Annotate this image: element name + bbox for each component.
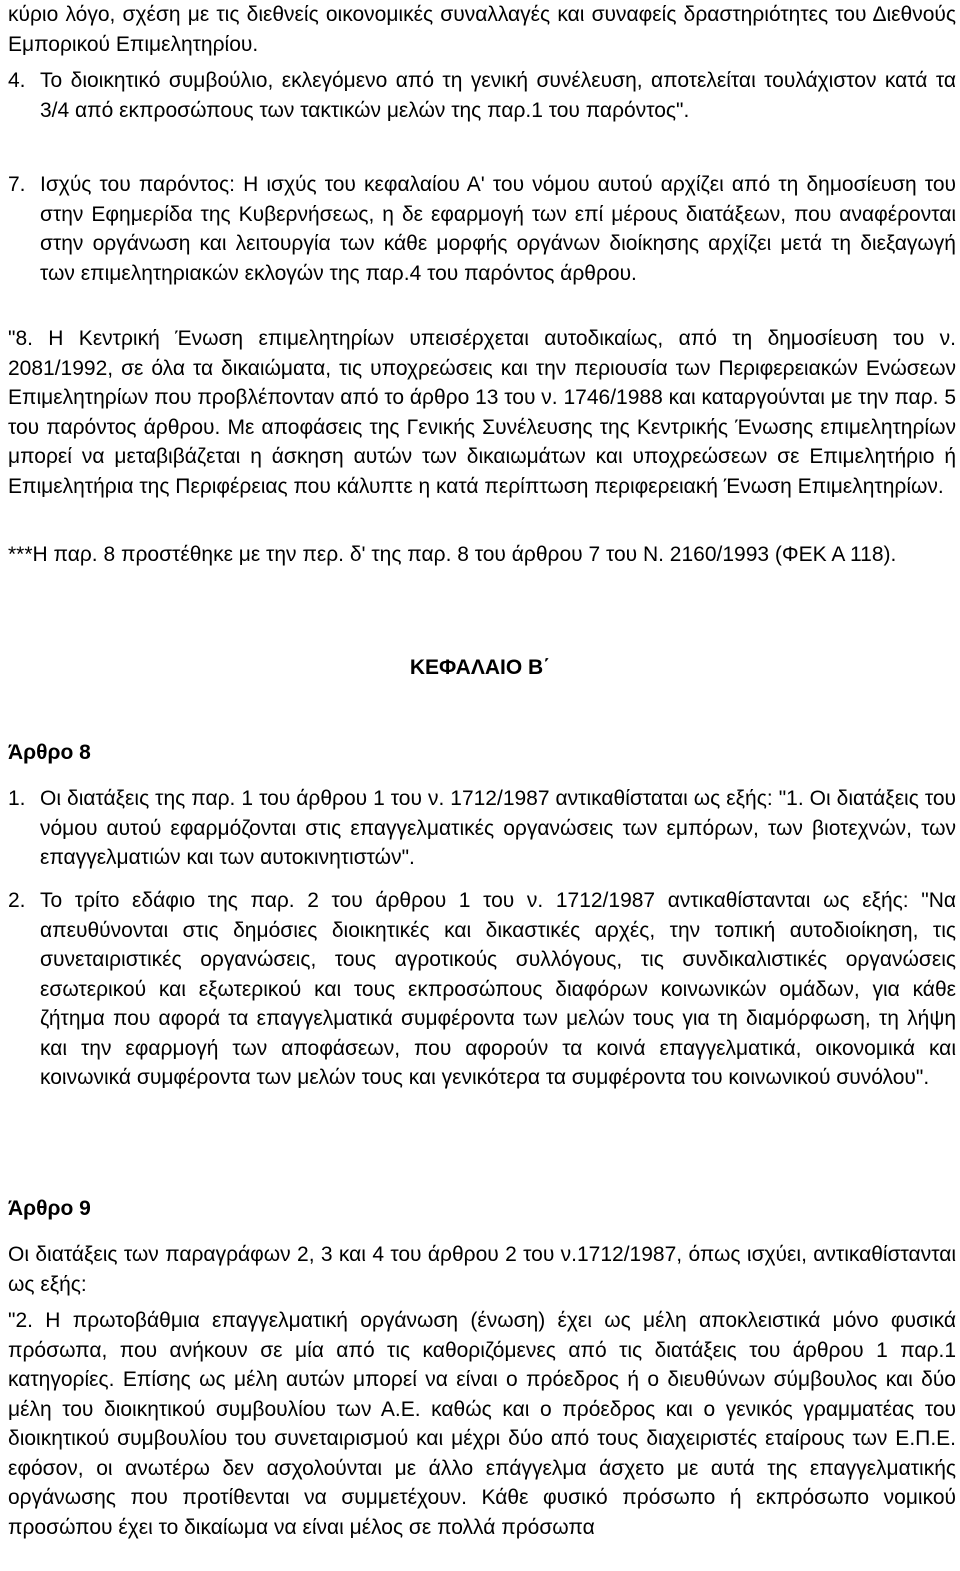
paragraph-text: Οι διατάξεις της παρ. 1 του άρθρου 1 του ν. 1712/1987 αντικαθίσταται ως εξής: "1. Οι διατάξεις του νόμου αυτού εφαρμόζονται στις επαγγελματικές οργανώσεις των εμπόρων, των βιοτεχνών, των επαγγελματιών και των αυτοκινητιστών". (40, 787, 956, 869)
paragraph-number: 7. (8, 173, 26, 196)
article-8-paragraph-2 (8, 886, 956, 1093)
paragraph-text: Το διοικητικό συμβούλιο, εκλεγόμενο από τη γενική συνέλευση, αποτελείται τουλάχιστον κατά τα 3/4 από εκπροσώπους των τακτικών μελών της παρ.1 του παρόντος". (40, 69, 956, 122)
article-8-heading: Άρθρο 8 (8, 741, 91, 764)
paragraph-text: Ισχύς του παρόντος: Η ισχύς του κεφαλαίου Α' του νόμου αυτού αρχίζει από τη δημοσίευση του στην Εφημερίδα της Κυβερνήσεως, η δε εφαρμογή των επί μέρους διατάξεων, που αναφέρονται στην οργάνωση και λειτουργία των κάθε μορφής οργάνων διοίκησης αρχίζει μετά τη διεξαγωγή των επιμελητηριακών εκλογών της παρ.4 του παρόντος άρθρου. (40, 173, 956, 285)
article-9-intro: Οι διατάξεις των παραγράφων 2, 3 και 4 του άρθρου 2 του ν.1712/1987, όπως ισχύει, αντικαθίστανται ως εξής: (8, 1243, 956, 1296)
paragraph-8: "8. Η Κεντρική Ένωση επιμελητηρίων υπεισέρχεται αυτοδικαίως, από τη δημοσίευση του ν. 2081/1992, σε όλα τα δικαιώματα, τις υποχρεώσεις και την περιουσία των Περιφερειακών Ενώσεων Επιμελητηρίων που προβλέπονταν από το άρθρο 13 του ν. 1746/1988 και καταργούνται με την παρ. 5 του παρόντος άρθρου. Με αποφάσεις της Γενικής Συνέλευσης της Κεντρικής Ένωσης επιμελητηρίων μπορεί να μεταβιβάζεται η άσκηση αυτών των δικαιωμάτων και υποχρεώσεων σε Επιμελητήριο ή Επιμελητήρια της Περιφέρειας που κάλυπτε η κατά περίπτωση περιφερειακή Ένωση Επιμελητηρίων. (8, 327, 956, 498)
paragraph-7 (8, 170, 956, 288)
paragraph-number: 1. (8, 787, 26, 810)
article-9-heading: Άρθρο 9 (8, 1197, 91, 1220)
paragraph-text: Το τρίτο εδάφιο της παρ. 2 του άρθρου 1 του ν. 1712/1987 αντικαθίστανται ως εξής: "Να απευθύνονται στις δημόσιες διοικητικές και δικαστικές αρχές, την τοπική αυτοδιοίκηση, τις συνεταιριστικές οργανώσεις, τους αγροτικούς συλλόγους, τις συνδικαλιστικές οργανώσεις εσωτερικού και εξωτερικού και τους εκπροσώπους διαφόρων κοινωνικών ομάδων, για κάθε ζήτημα που αφορά τα επαγγελματικά συμφέροντα των μελών τους για τη διαμόρφωση, τη λήψη και την εφαρμογή των αποφάσεων, που αφορούν τα κοινά επαγγελματικά, οικονομικά και κοινωνικά συμφέροντα των μελών τους και γενικότερα τα συμφέροντα του κοινωνικού συνόλου". (40, 889, 956, 1089)
paragraph-4 (8, 66, 956, 125)
article-8-paragraph-1 (8, 784, 956, 873)
paragraph-number: 2. (8, 889, 26, 912)
amendment-note: ***Η παρ. 8 προστέθηκε με την περ. δ' της παρ. 8 του άρθρου 7 του Ν. 2160/1993 (ΦΕΚ Α 118). (8, 543, 897, 566)
article-9-paragraph-2: "2. Η πρωτοβάθμια επαγγελματική οργάνωση (ένωση) έχει ως μέλη αποκλειστικά μόνο φυσικά πρόσωπα, που ανήκουν σε μία από τις καθοριζόμενες από τις διατάξεις του άρθρου 1 παρ.1 κατηγορίες. Επίσης ως μέλη αυτών μπορεί να είναι ο πρόεδρος ή ο διευθύνων σύμβουλος και δύο μέλη του διοικητικού συμβουλίου των Α.Ε. καθώς και ο πρόεδρος και ο γενικός γραμματέας του διοικητικού συμβουλίου του συνεταιρισμού και μέχρι δύο από τους διαχειριστές εταίρους των Ε.Π.Ε. εφόσον, οι ανωτέρω δεν ασχολούνται με άλλο επάγγελμα άσχετο με αυτά της επαγγελματικής οργάνωσης που προτίθενται να συμμετέχουν. Κάθε φυσικό πρόσωπο ή εκπρόσωπο νομικού προσώπου έχει το δικαίωμα να είναι μέλος σε πολλά πρόσωπα (8, 1309, 956, 1539)
paragraph-intro-continuation: κύριο λόγο, σχέση με τις διεθνείς οικονομικές συναλλαγές και συναφείς δραστηριότητες του Διεθνούς Εμπορικού Επιμελητηρίου. (8, 3, 956, 56)
paragraph-number: 4. (8, 69, 26, 92)
chapter-heading: ΚΕΦΑΛΑΙΟ Β΄ (409, 656, 551, 679)
